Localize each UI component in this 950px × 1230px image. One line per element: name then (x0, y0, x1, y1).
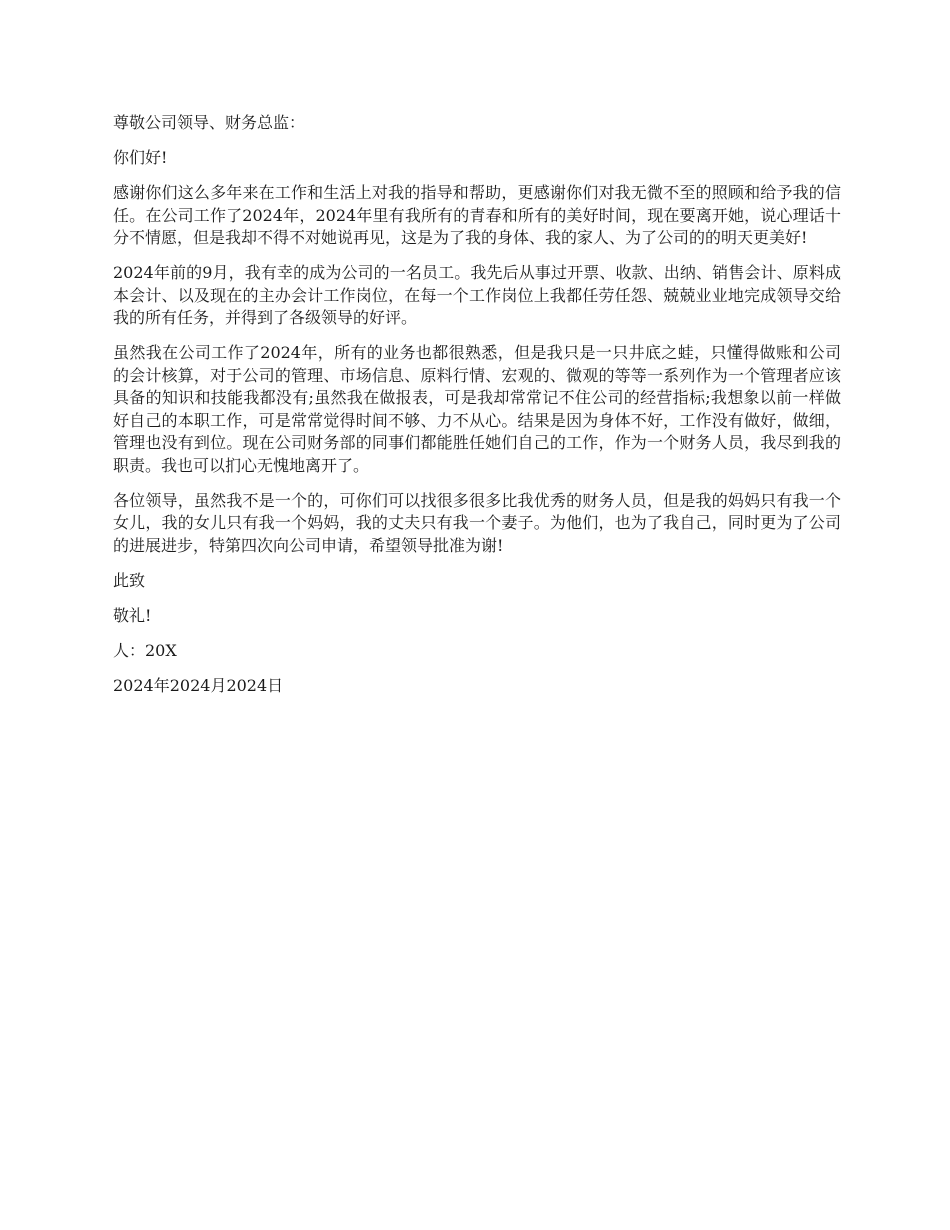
body-paragraph-4: 各位领导，虽然我不是一个的，可你们可以找很多很多比我优秀的财务人员，但是我的妈妈只有我一个女儿，我的女儿只有我一个妈妈，我的丈夫只有我一个妻子。为他们，也为了我自己，同时更为了公司的进展进步，特第四次向公司申请，希望领导批准为谢! (113, 490, 841, 555)
salutation: 尊敬公司领导、财务总监： (113, 113, 306, 132)
signature-line: 人：20X (113, 640, 177, 660)
date-line: 2024年2024月2024日 (113, 675, 284, 695)
body-paragraph-2: 2024年前的9月，我有幸的成为公司的一名员工。我先后从事过开票、收款、出纳、销售会计、原料成本会计、以及现在的主办会计工作岗位，在每一个工作岗位上我都任劳任怨、兢兢业业地完成领导交给我的所有任务，并得到了各级领导的好评。 (113, 263, 841, 327)
resignation-letter (113, 112, 841, 710)
body-paragraph-3: 虽然我在公司工作了2024年，所有的业务也都很熟悉，但是我只是一只井底之蛙，只懂得做账和公司的会计核算，对于公司的管理、市场信息、原料行情、宏观的、微观的等等一系列作为一个管理者应该具备的知识和技能我都没有;虽然我在做报表，可是我却常常记不住公司的经营指标;我想象以前一样做好自己的本职工作，可是常常觉得时间不够、力不从心。结果是因为身体不好，工作没有做好，做细，管理也没有到位。现在公司财务部的同事们都能胜任她们自己的工作，作为一个财务人员，我尽到我的职责。我也可以扪心无愧地离开了。 (113, 343, 841, 475)
greeting: 你们好! (113, 148, 168, 167)
body-paragraph-1: 感谢你们这么多年来在工作和生活上对我的指导和帮助，更感谢你们对我无微不至的照顾和给予我的信任。在公司工作了2024年，2024年里有我所有的青春和所有的美好时间，现在要离开她，说心理话十分不情愿，但是我却不得不对她说再见，这是为了我的身体、我的家人、为了公司的的明天更美好! (113, 183, 841, 247)
regards-line: 敬礼! (113, 605, 152, 625)
closing-line: 此致 (113, 570, 146, 590)
